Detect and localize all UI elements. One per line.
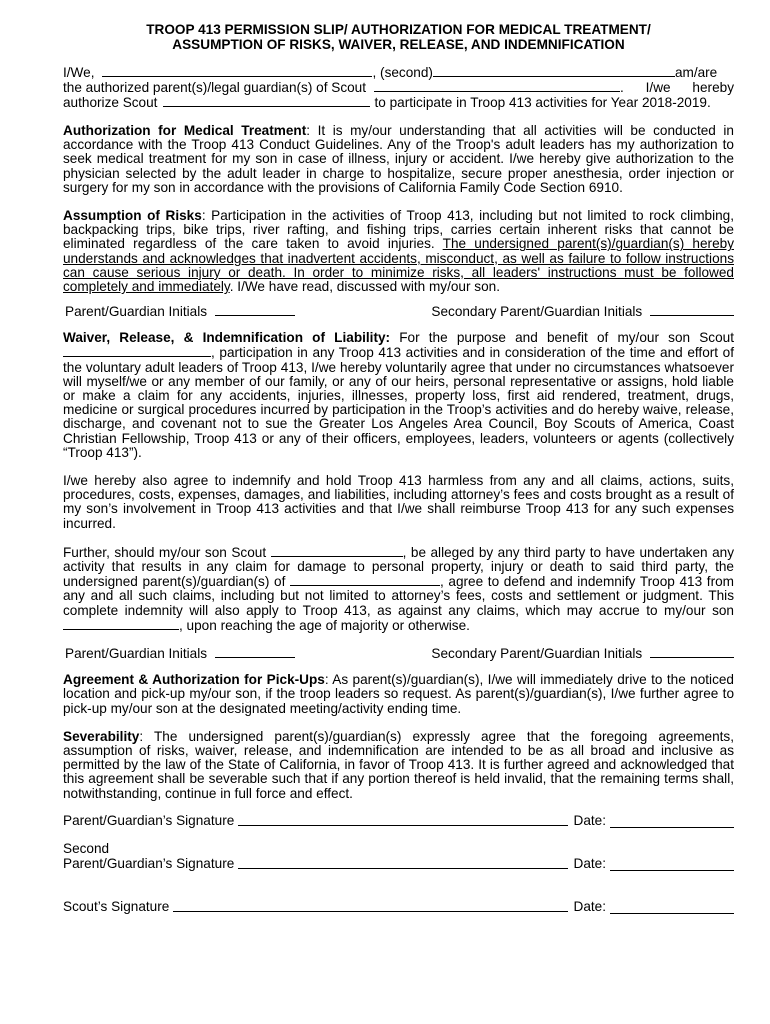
second-parent-name-blank[interactable] — [433, 65, 675, 77]
intro-section — [63, 65, 734, 110]
further-text-d: , upon reaching the age of majority or otherwise. — [179, 617, 470, 633]
pickup-text: : As parent(s)/guardian(s), I/we will immediately drive to the noticed location and pick-up my/our son, if the troop leaders so request. As parent(s)/guardian(s), I/we further agree to pick-up my/our son at the designated meeting/activity ending time. — [63, 672, 734, 716]
second-parent-signature-line[interactable] — [238, 857, 567, 869]
risks-underlined-text: The undersigned parent(s)/guardian(s) hereby understands and acknowledges that inadvertent accidents, misconduct, as well as failure to follow instructions can cause serious injury or death. In order to minimize risks, all leaders' instructions must be followed completely and immediately — [63, 236, 734, 295]
title-line-1: TROOP 413 PERMISSION SLIP/ AUTHORIZATION FOR MEDICAL TREATMENT/ — [146, 22, 651, 37]
second-parent-date-line[interactable] — [610, 859, 734, 871]
initials-row-2 — [63, 646, 734, 661]
waiver-scout-name-blank[interactable] — [63, 345, 211, 357]
title-line-2: ASSUMPTION OF RISKS, WAIVER, RELEASE, AND INDEMNIFICATION — [172, 37, 625, 52]
scout-signature-label: Scout’s Signature — [63, 898, 170, 914]
waiver-text-1: For the purpose and benefit of my/our son Scout — [390, 330, 734, 346]
risks-heading: Assumption of Risks — [63, 208, 202, 224]
parent-signature-label: Parent/Guardian’s Signature — [63, 812, 235, 828]
scout-signature-row — [63, 899, 734, 914]
secondary-initials-label-2: Secondary Parent/Guardian Initials — [431, 646, 643, 662]
scout-signature-line[interactable] — [173, 900, 567, 912]
further-text-c: , agree to defend and indemnify Troop 413 from any and all such claims, including but not limited to attorney’s fees, costs and settlement or judgment. This complete indemnity will also apply to Troop 413, as against any claims, which may accrue to my/our son — [63, 574, 734, 618]
scout-name-blank-2[interactable] — [163, 95, 370, 107]
secondary-initials-blank-2[interactable] — [650, 646, 734, 658]
parent-signature-row — [63, 813, 734, 828]
second-parent-signature-label: Parent/Guardian’s Signature — [63, 855, 235, 871]
indemnify-paragraph: I/we hereby also agree to indemnify and hold Troop 413 harmless from any and all claims, actions, suits, procedures, costs, expenses, damages, and liabilities, including attorney’s fees and costs brought as a result of my son’s involvement in Troop 413 activities and that I/we shall reimburse Troop 413 for any such expenses incurred. — [63, 473, 734, 531]
i-we-hereby-label: . I/we hereby — [620, 80, 734, 95]
further-guardian-blank[interactable] — [290, 574, 440, 586]
pickup-heading: Agreement & Authorization for Pick-Ups — [63, 672, 325, 688]
parent-signature-line[interactable] — [238, 814, 567, 826]
initials-row-1 — [63, 304, 734, 319]
parent-date-line[interactable] — [610, 816, 734, 828]
further-text-b: , be alleged by any third party to have undertaken any activity that results in any claim for damage to personal property, injury or death to said third party, the undersigned parent(s)/guardian(s) of — [63, 544, 734, 590]
waiver-paragraph — [63, 331, 734, 460]
scout-date-label: Date: — [573, 898, 606, 914]
authorize-scout-label: authorize Scout — [63, 95, 158, 110]
permission-slip-document — [63, 22, 734, 914]
waiver-heading: Waiver, Release, & Indemnification of Liability: — [63, 330, 391, 346]
risks-text: : Participation in the activities of Troop 413, including but not limited to rock climbing, backpacking trips, bike trips, river rafting, and fishing trips, carries certain inherent risks that cannot be eliminated regardless of the care taken to avoid injuries. — [63, 208, 735, 252]
secondary-initials-label: Secondary Parent/Guardian Initials — [431, 304, 643, 320]
further-scout-blank[interactable] — [271, 545, 403, 557]
severability-paragraph — [63, 730, 734, 801]
medical-text: : It is my/our understanding that all activities will be conducted in accordance with the Troop 413 Conduct Guidelines. Any of the Troop's adult leaders has my authorization to seek medical treatment for my son in case of illness, injury or accident. I/we hereby give authorization to the physician selected by the adult leader in charge to hospitalize, secure proper anesthesia, order injection or surgery for my son in accordance with the provisions of California Family Code Section 6910. — [63, 123, 734, 195]
second-label: Second — [63, 840, 110, 856]
pickup-paragraph — [63, 673, 734, 716]
parent-initials-label: Parent/Guardian Initials — [65, 304, 208, 320]
second-label: , (second) — [372, 65, 433, 80]
authorized-parent-label: the authorized parent(s)/legal guardian(s) of Scout — [63, 80, 367, 95]
participate-label: to participate in Troop 413 activities for Year 2018-2019. — [374, 95, 711, 110]
severability-text: : The undersigned parent(s)/guardian(s) expressly agree that the foregoing agreements, assumption of risks, waiver, release, and indemnification are intended to be as all broad and inclusive as permitted by the law of the State of California, in favor of Troop 413. It is further agreed and acknowledged that this agreement shall be severable such that if any portion thereof is held invalid, that the remaining terms shall, notwithstanding, continue in full force and effect. — [63, 728, 734, 801]
secondary-initials-blank-1[interactable] — [650, 304, 734, 316]
second-parent-signature-block — [63, 841, 734, 871]
further-son-blank[interactable] — [63, 618, 179, 630]
scout-date-line[interactable] — [610, 902, 734, 914]
second-parent-date-label: Date: — [573, 855, 606, 871]
i-we-label: I/We, — [63, 65, 95, 80]
severability-heading: Severability — [63, 728, 140, 744]
waiver-text-2: , participation in any Troop 413 activities and in consideration of the time and effort of the voluntary adult leaders of Troop 413, I/we hereby voluntarily agree that under no circumstances whatsoever will myself/we or any member of our family, or any of our heirs, personal representative or assigns, hold liable or make a claim for any accidents, injuries, illnesses, property loss, first aid rendered, treatment, drugs, medicine or surgical procedures incurred by participation in the Troop’s activities and do hereby waive, release, discharge, and covenant not to sue the Greater Los Angeles Area Council, Boy Scouts of America, Coast Christian Fellowship, Troop 413 or any of their officers, employees, leaders, volunteers or agents (collectively “Troop 413”). — [63, 345, 734, 460]
second-parent-signature-row — [63, 856, 734, 871]
further-paragraph — [63, 545, 734, 633]
further-text-a: Further, should my/our son Scout — [63, 544, 271, 560]
assumption-of-risks-paragraph — [63, 209, 734, 294]
scout-name-blank-1[interactable] — [374, 80, 620, 92]
parent-date-label: Date: — [573, 812, 606, 828]
parent-initials-blank-2[interactable] — [215, 646, 295, 658]
parent-initials-blank-1[interactable] — [215, 304, 295, 316]
medical-heading: Authorization for Medical Treatment — [63, 123, 307, 138]
risks-tail: . I/We have read, discussed with my/our son. — [229, 279, 500, 295]
parent-initials-label-2: Parent/Guardian Initials — [65, 646, 208, 662]
parent-name-blank[interactable] — [102, 65, 372, 77]
am-are-label: am/are — [674, 65, 718, 80]
medical-authorization-paragraph — [63, 124, 734, 195]
